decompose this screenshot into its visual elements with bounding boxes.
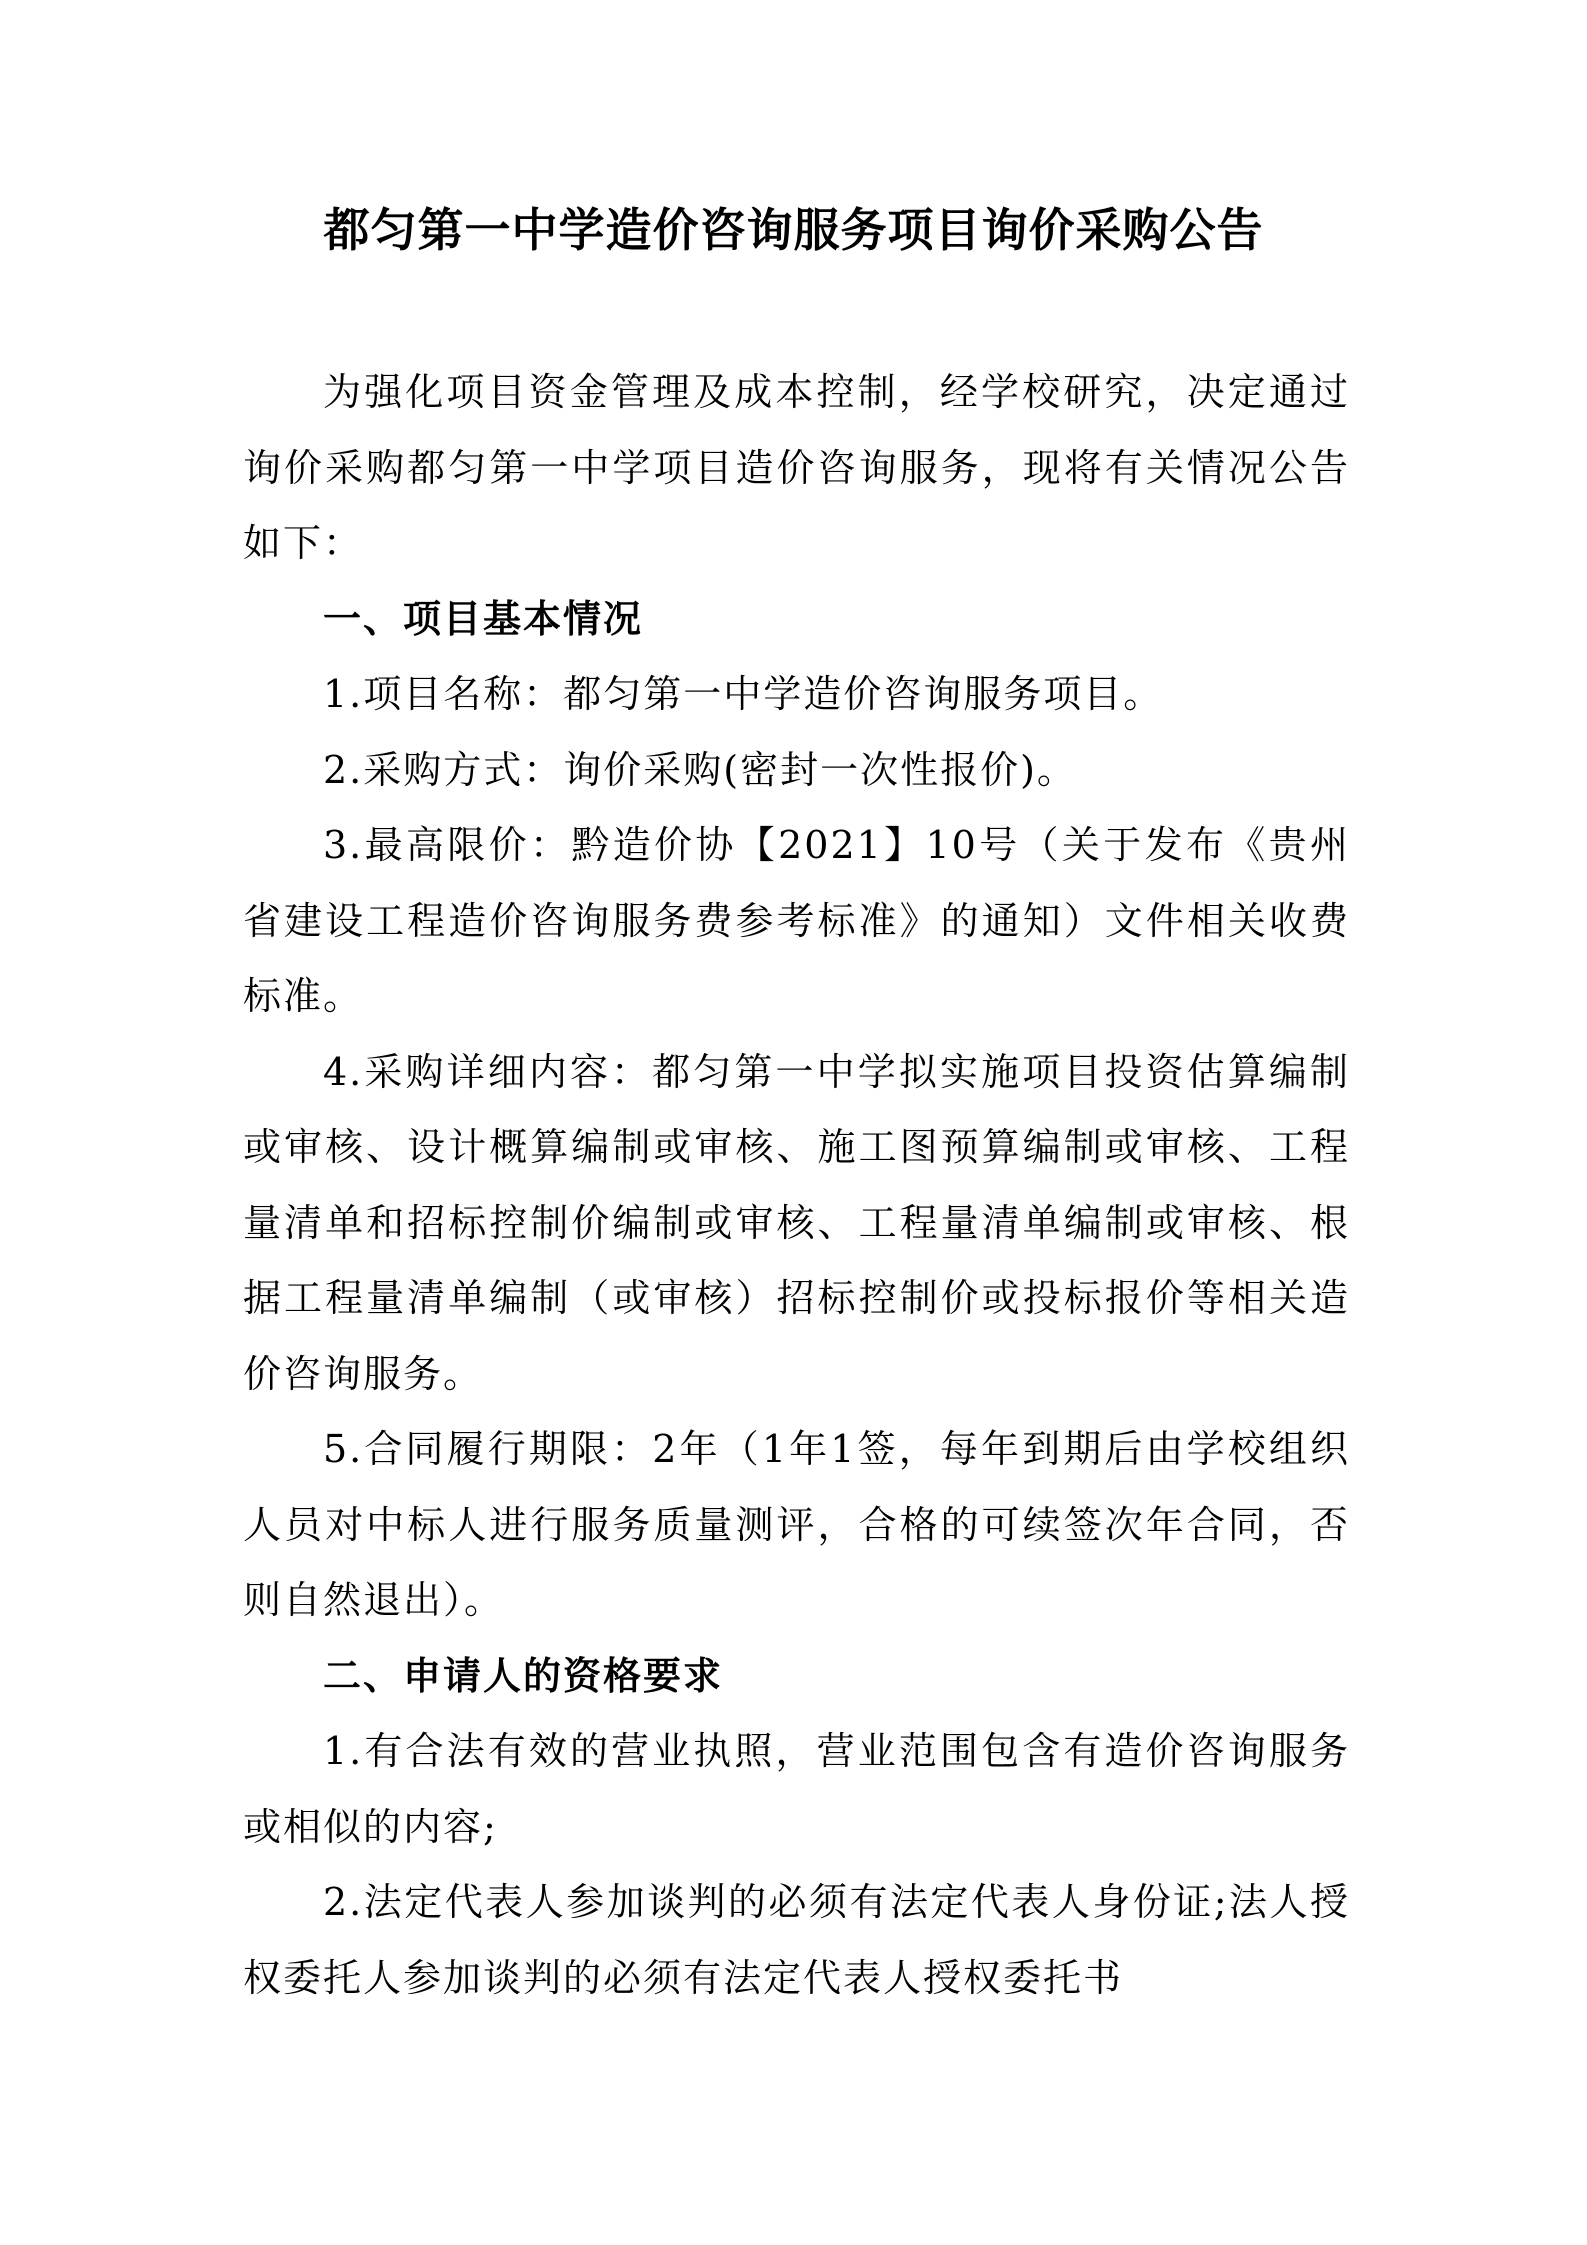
section-heading-qualifications: 二、申请人的资格要求 — [323, 1653, 724, 1698]
document-title: 都匀第一中学造价咨询服务项目询价采购公告 — [323, 203, 1264, 257]
document-body — [243, 355, 1350, 2016]
price-cap-item: 3.最高限价：黔造价协【2021】10号（关于发布《贵州省建设工程造价咨询服务费参考标准》的通知）文件相关收费标准。 — [243, 823, 1350, 1018]
procurement-content-item: 4.采购详细内容：都匀第一中学拟实施项目投资估算编制或审核、设计概算编制或审核、施工图预算编制或审核、工程量清单和招标控制价编制或审核、工程量清单编制或审核、根据工程量清单编制（或审核）招标控制价或投标报价等相关造价咨询服务。 — [243, 1049, 1350, 1396]
project-name-item: 1.项目名称：都匀第一中学造价咨询服务项目。 — [323, 672, 1164, 716]
contract-term-item: 5.合同履行期限：2年（1年1签，每年到期后由学校组织人员对中标人进行服务质量测评，合格的可续签次年合同，否则自然退出）。 — [243, 1427, 1350, 1622]
section-heading-project-info: 一、项目基本情况 — [323, 596, 644, 641]
qualification-item: 2.法定代表人参加谈判的必须有法定代表人身份证;法人授权委托人参加谈判的必须有法定代表人授权委托书 — [243, 1880, 1350, 2000]
intro-paragraph: 为强化项目资金管理及成本控制，经学校研究，决定通过询价采购都匀第一中学项目造价咨询服务，现将有关情况公告如下： — [243, 370, 1350, 565]
procurement-method-item: 2.采购方式：询价采购(密封一次性报价)。 — [323, 747, 1077, 792]
qualification-item: 1.有合法有效的营业执照，营业范围包含有造价咨询服务或相似的内容; — [243, 1729, 1350, 1849]
